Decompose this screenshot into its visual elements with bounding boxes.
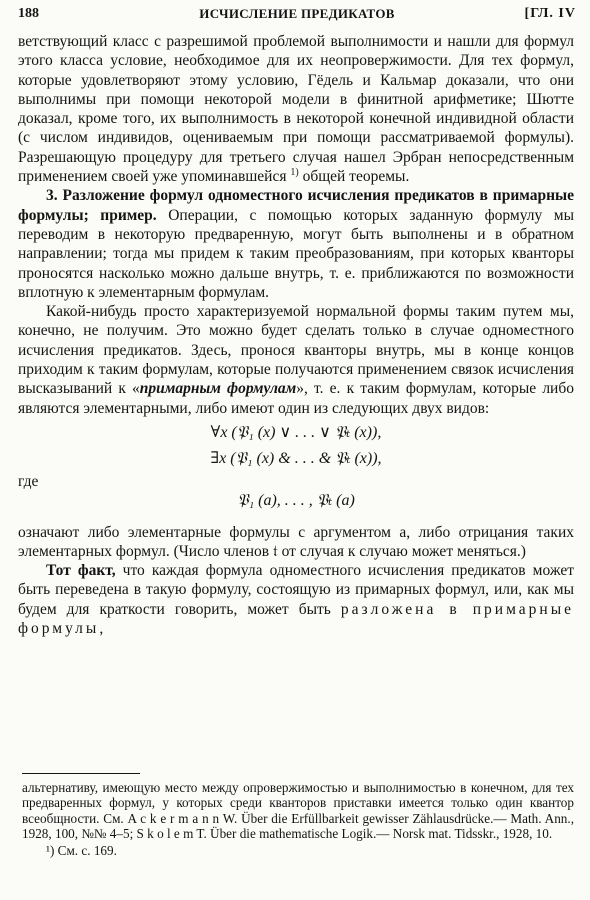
paragraph-5: Тот факт, что каждая формула одноместного исчисления предикатов может быть переведена в такую формулу, состоящую из примарных формул, или, как мы будем для краткости говорить, может быть разложена в примарные формулы, xyxy=(18,562,575,638)
formula-primary-list: 𝔓₁ (a), . . . , 𝔓ₜ (a) xyxy=(237,492,355,510)
paragraph-4: означают либо элементарные формулы с аргументом a, либо отрицания таких элементарных формул. (Число членов 𝔱 от случая к случаю может меняться.) xyxy=(18,523,574,560)
where-word: где xyxy=(18,472,39,490)
primary-formulas-term: примарным формулам xyxy=(139,380,297,398)
formula-forall: ∀x (𝔓₁ (x) ∨ . . . ∨ 𝔓ₜ (x)), xyxy=(210,423,382,441)
footnote-continuation: альтернативу, имеющую место между опровержимостью и выполнимостью в конечном, для тех предваренных формул, у которых среди кванторов приставки имеется только один квантор всеобщности. См. A c k e r m a n n W. Über die Erfüllbarkeit gewisser Zählausdrücke.— Math. Ann., 1928, 100, №№ 4–5; S k o l e m T. Über die mathematische Logik.— Norsk mat. Tidsskr., 1928, 10. xyxy=(22,780,574,842)
paragraph-section-3: 3. Разложение формул одноместного исчисления предикатов в примарные формулы; пример. Операции, с помощью которых заданную формулу мы переводим в некоторую предваренную, могут быть выполнены и в обратном направлении; тогда мы придем к таким преобразованиям, при которых кванторы проносятся насколько можно дальше внутрь, т. е. приближаются по возможности вплотную к элементарным формулам. xyxy=(18,187,574,301)
footnote-ref: 1) xyxy=(290,167,299,179)
formula-exists: ∃x (𝔓₁ (x) & . . . & 𝔓ₜ (x)), xyxy=(210,449,382,467)
spaced-emphasis: разложена в примарные формулы, xyxy=(18,600,574,638)
section-heading: 3. Разложение формул одноместного исчисления предикатов в примарные формулы; пример. xyxy=(18,187,574,224)
footnote-1: ¹) См. с. 169. xyxy=(46,842,117,858)
paragraph-3: Какой-нибудь просто характеризуемой нормальной формы таким путем мы, конечно, не получим. Это можно будет сделать только в случае одноместного исчисления предикатов. Здесь, пронося кванторы внутрь, мы в конце концов приходим к таким формулам, которые получаются применением связок исчисления высказываний к «примарным формулам», т. е. к таким формулам, которые либо являются элементарными, либо имеют один из следующих двух видов: xyxy=(18,303,574,417)
running-title: ИСЧИСЛЕНИЕ ПРЕДИКАТОВ xyxy=(199,6,395,21)
running-head xyxy=(18,6,576,24)
chapter-marker: [ГЛ. IV xyxy=(524,6,576,21)
footnotes xyxy=(22,780,574,858)
main-text xyxy=(18,32,574,638)
page-number: 188 xyxy=(18,6,39,21)
footnote-rule xyxy=(22,773,140,774)
paragraph-1: ветствующий класс с разрешимой проблемой выполнимости и нашли для формул этого класса условие, необходимое для их неопровержимости. Для тех формул, которые удовлетворяют этому условию, Гёдель и Кальмар доказали, что они выполнимы при помощи некоторой модели в финитной арифметике; Шютте доказал, кроме того, их выполнимость в некоторой конечной индивидной области (с числом индивидов, оцениваемым при помощи рассматриваемой формулы). Разрешающую процедуру для третьего случая нашел Эрбран непосредственным применением своей уже упоминавшейся $^{1)}$ общей теоремы. xyxy=(18,33,574,186)
